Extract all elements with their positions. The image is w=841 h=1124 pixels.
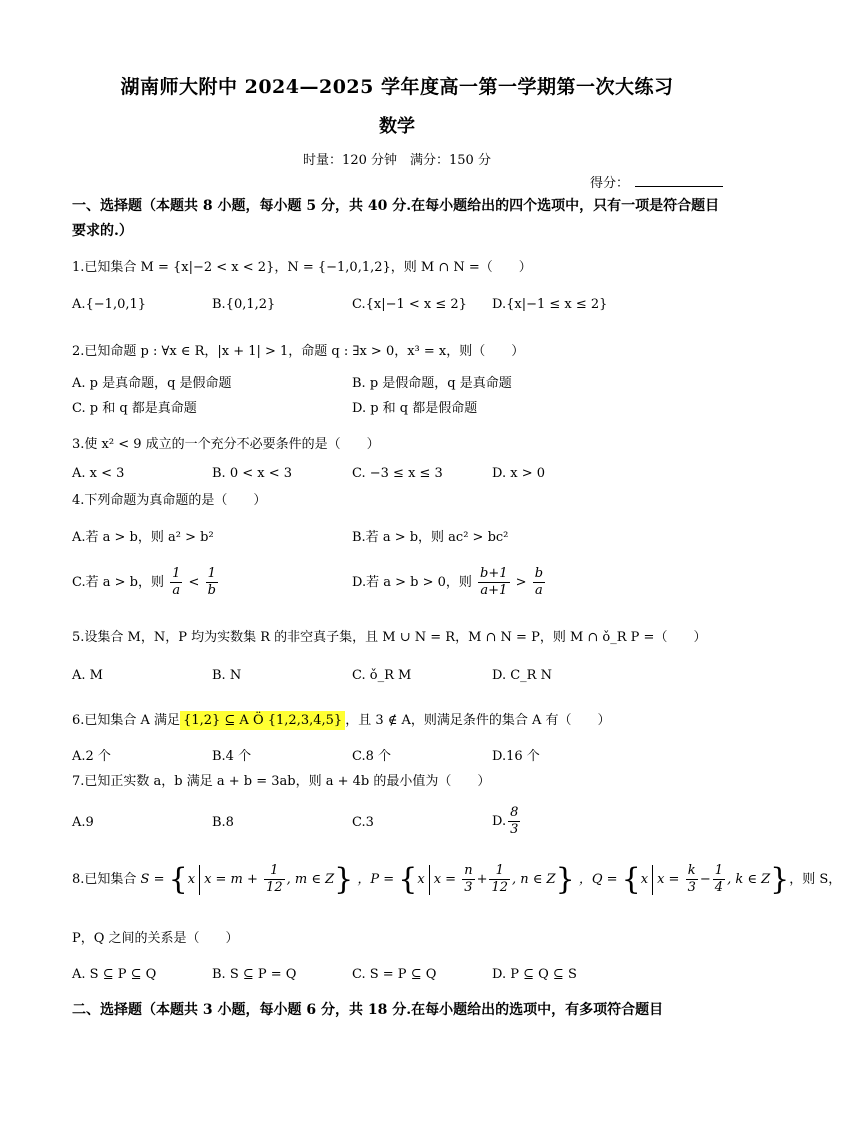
q8-q-prefix: ，Q = — [578, 872, 618, 887]
q8-stem-line2: P，Q 之间的关系是（ ） — [72, 931, 239, 946]
q8-p-brace-open: { — [398, 862, 418, 897]
section2-heading: 二、选择题（本题共 3 小题，每小题 6 分，共 18 分.在每小题给出的选项中，有多项符合题目 — [72, 1002, 664, 1018]
q7-option-a: A.9 — [72, 815, 94, 830]
q8-s-den: 12 — [266, 880, 283, 895]
q4-d-fraction-1 — [478, 566, 510, 599]
q8-option-a: A. S ⊆ P ⊆ Q — [72, 967, 157, 982]
q4-option-a: A.若 a > b，则 a² > b² — [72, 530, 214, 545]
q3-option-d: D. x > 0 — [492, 466, 545, 481]
q4-c-relation: < — [188, 575, 200, 590]
q2-option-b: B. p 是假命题，q 是真命题 — [352, 376, 512, 391]
q4-option-b: B.若 a > b，则 ac² > bc² — [352, 530, 509, 545]
q8-p-var: x — [417, 872, 425, 887]
q8-option-d: D. P ⊆ Q ⊆ S — [492, 967, 577, 982]
q2-stem: 2.已知命题 p : ∀x ∈ R，|x + 1| > 1，命题 q : ∃x > 0，x³ = x，则（ ） — [72, 344, 525, 359]
q8-p-plus: + — [476, 872, 488, 887]
q6-stem-suffix: ，且 3 ∉ A，则满足条件的集合 A 有（ ） — [345, 713, 611, 728]
q4-stem: 4.下列命题为真命题的是（ ） — [72, 493, 267, 508]
q8-p-prefix: ，P = — [357, 872, 395, 887]
q8-q-d1: 3 — [687, 880, 696, 895]
q8-s-brace-open: { — [168, 862, 188, 897]
q4-c-fraction-2 — [206, 566, 218, 599]
q8-option-b: B. S ⊆ P = Q — [212, 967, 297, 982]
q1-stem: 1.已知集合 M = {x|−2 < x < 2}，N = {−1,0,1,2}，则 M ∩ N =（ ） — [72, 260, 532, 275]
q6-option-a: A.2 个 — [72, 749, 111, 764]
q7-option-c: C.3 — [352, 815, 374, 830]
q8-stem — [72, 862, 841, 897]
q8-q-d2: 4 — [714, 880, 724, 895]
q6-option-c: C.8 个 — [352, 749, 392, 764]
q1-option-b: B.{0,1,2} — [212, 297, 276, 312]
q1-option-c: C.{x|−1 < x ≤ 2} — [352, 297, 467, 312]
q3-option-b: B. 0 < x < 3 — [212, 466, 293, 481]
q6-stem-prefix: 6.已知集合 A 满足 — [72, 713, 181, 728]
q6-option-b: B.4 个 — [212, 749, 252, 764]
q8-p-fraction-1 — [462, 863, 474, 896]
q4-c-f2-num: 1 — [206, 566, 218, 583]
q4-option-c — [72, 566, 220, 599]
q4-d-f2-den: a — [535, 583, 543, 598]
q8-s-bar — [199, 865, 200, 895]
q1-option-d: D.{x|−1 ≤ x ≤ 2} — [492, 297, 608, 312]
q4-c-f1-num: 1 — [172, 566, 181, 581]
q2-option-d: D. p 和 q 都是假命题 — [352, 401, 478, 416]
q7-option-b: B.8 — [212, 815, 234, 830]
q8-s-post: , m ∈ Z — [286, 872, 335, 887]
q4-d-prefix: D.若 a > b > 0，则 — [352, 575, 472, 590]
q4-d-f1-num: b+1 — [480, 566, 508, 581]
q8-option-c: C. S = P ⊆ Q — [352, 967, 437, 982]
q8-s-brace-close: } — [334, 862, 354, 897]
q3-option-a: A. x < 3 — [72, 466, 125, 481]
q7-stem: 7.已知正实数 a，b 满足 a + b = 3ab，则 a + 4b 的最小值为（ ） — [72, 774, 491, 789]
q8-p-d1: 3 — [464, 880, 473, 895]
q8-p-d2: 12 — [491, 880, 509, 895]
q3-option-c: C. −3 ≤ x ≤ 3 — [352, 466, 443, 481]
q7-d-prefix: D. — [492, 814, 507, 829]
q4-d-f1-den: a+1 — [480, 583, 508, 598]
q8-q-brace-open: { — [621, 862, 641, 897]
score-field — [590, 172, 723, 191]
q6-option-d: D.16 个 — [492, 749, 540, 764]
q4-d-relation: > — [515, 575, 527, 590]
q8-q-bar — [652, 865, 653, 895]
q8-p-expr: x = — [433, 872, 457, 887]
q6-stem — [72, 709, 611, 728]
q8-s-fraction — [264, 863, 285, 896]
q7-d-den: 3 — [510, 822, 519, 837]
q7-option-d — [492, 805, 522, 838]
q4-d-fraction-2 — [533, 566, 545, 599]
q8-q-expr: x = — [657, 872, 680, 887]
q8-p-brace-close: } — [555, 862, 575, 897]
q8-q-fraction-1 — [686, 863, 698, 896]
q7-d-num: 8 — [510, 805, 519, 820]
q8-s-var: x — [187, 872, 196, 887]
score-label: 得分： — [590, 176, 630, 191]
exam-info: 时量：120 分钟 满分：150 分 — [303, 153, 491, 168]
q4-d-f2-num: b — [534, 566, 544, 581]
q8-p-bar — [429, 865, 430, 895]
q3-stem: 3.使 x² < 9 成立的一个充分不必要条件的是（ ） — [72, 437, 380, 452]
q8-p-post: , n ∈ Z — [512, 872, 556, 887]
q8-p-n2: 1 — [489, 863, 510, 880]
exam-title: 湖南师大附中 2024—2025 学年度高一第一学期第一次大练习 — [120, 76, 674, 98]
q5-option-d: D. C_R N — [492, 668, 552, 683]
q8-q-n2: 1 — [714, 863, 724, 878]
q8-q-fraction-2 — [713, 863, 725, 896]
q8-q-minus: − — [699, 872, 711, 887]
q2-option-c: C. p 和 q 都是真命题 — [72, 401, 197, 416]
q4-c-fraction-1 — [170, 566, 182, 599]
q5-option-b: B. N — [212, 668, 242, 683]
q5-option-a: A. M — [72, 668, 103, 683]
score-blank-line — [635, 174, 723, 187]
q2-option-a: A. p 是真命题，q 是假命题 — [72, 376, 232, 391]
q1-option-a: A.{−1,0,1} — [72, 297, 147, 312]
q4-c-prefix: C.若 a > b，则 — [72, 575, 164, 590]
q7-d-fraction — [508, 805, 520, 838]
q8-tail: ，则 S， — [789, 872, 841, 887]
q5-stem: 5.设集合 M，N，P 均为实数集 R 的非空真子集，且 M ∪ N = R，M ∩ N = P，则 M ∩ ǒ_R P =（ ） — [72, 630, 707, 645]
exam-subject: 数学 — [379, 116, 415, 137]
q4-option-d — [352, 566, 547, 599]
q8-q-brace-close: } — [770, 862, 790, 897]
q8-p-n1: n — [464, 863, 473, 878]
q8-s-prefix: S = — [140, 872, 165, 887]
q8-s-num: 1 — [264, 863, 285, 880]
q4-c-f2-den: b — [207, 583, 216, 598]
q8-p-fraction-2 — [489, 863, 510, 896]
q5-option-c: C. ǒ_R M — [352, 668, 412, 683]
q6-highlighted-condition: {1,2} ⊆ A Ö {1,2,3,4,5} — [180, 711, 345, 730]
section1-heading: 一、选择题（本题共 8 小题，每小题 5 分，共 40 分.在每小题给出的四个选项中，只有一项是符合题目要求的.） — [72, 198, 720, 239]
q8-q-n1: k — [686, 863, 698, 880]
q8-s-expr: x = m + — [204, 872, 258, 887]
q8-label: 8.已知集合 — [72, 872, 137, 887]
q4-c-f1-den: a — [172, 583, 181, 598]
q8-q-var: x — [640, 872, 649, 887]
q8-q-post: , k ∈ Z — [727, 872, 771, 887]
